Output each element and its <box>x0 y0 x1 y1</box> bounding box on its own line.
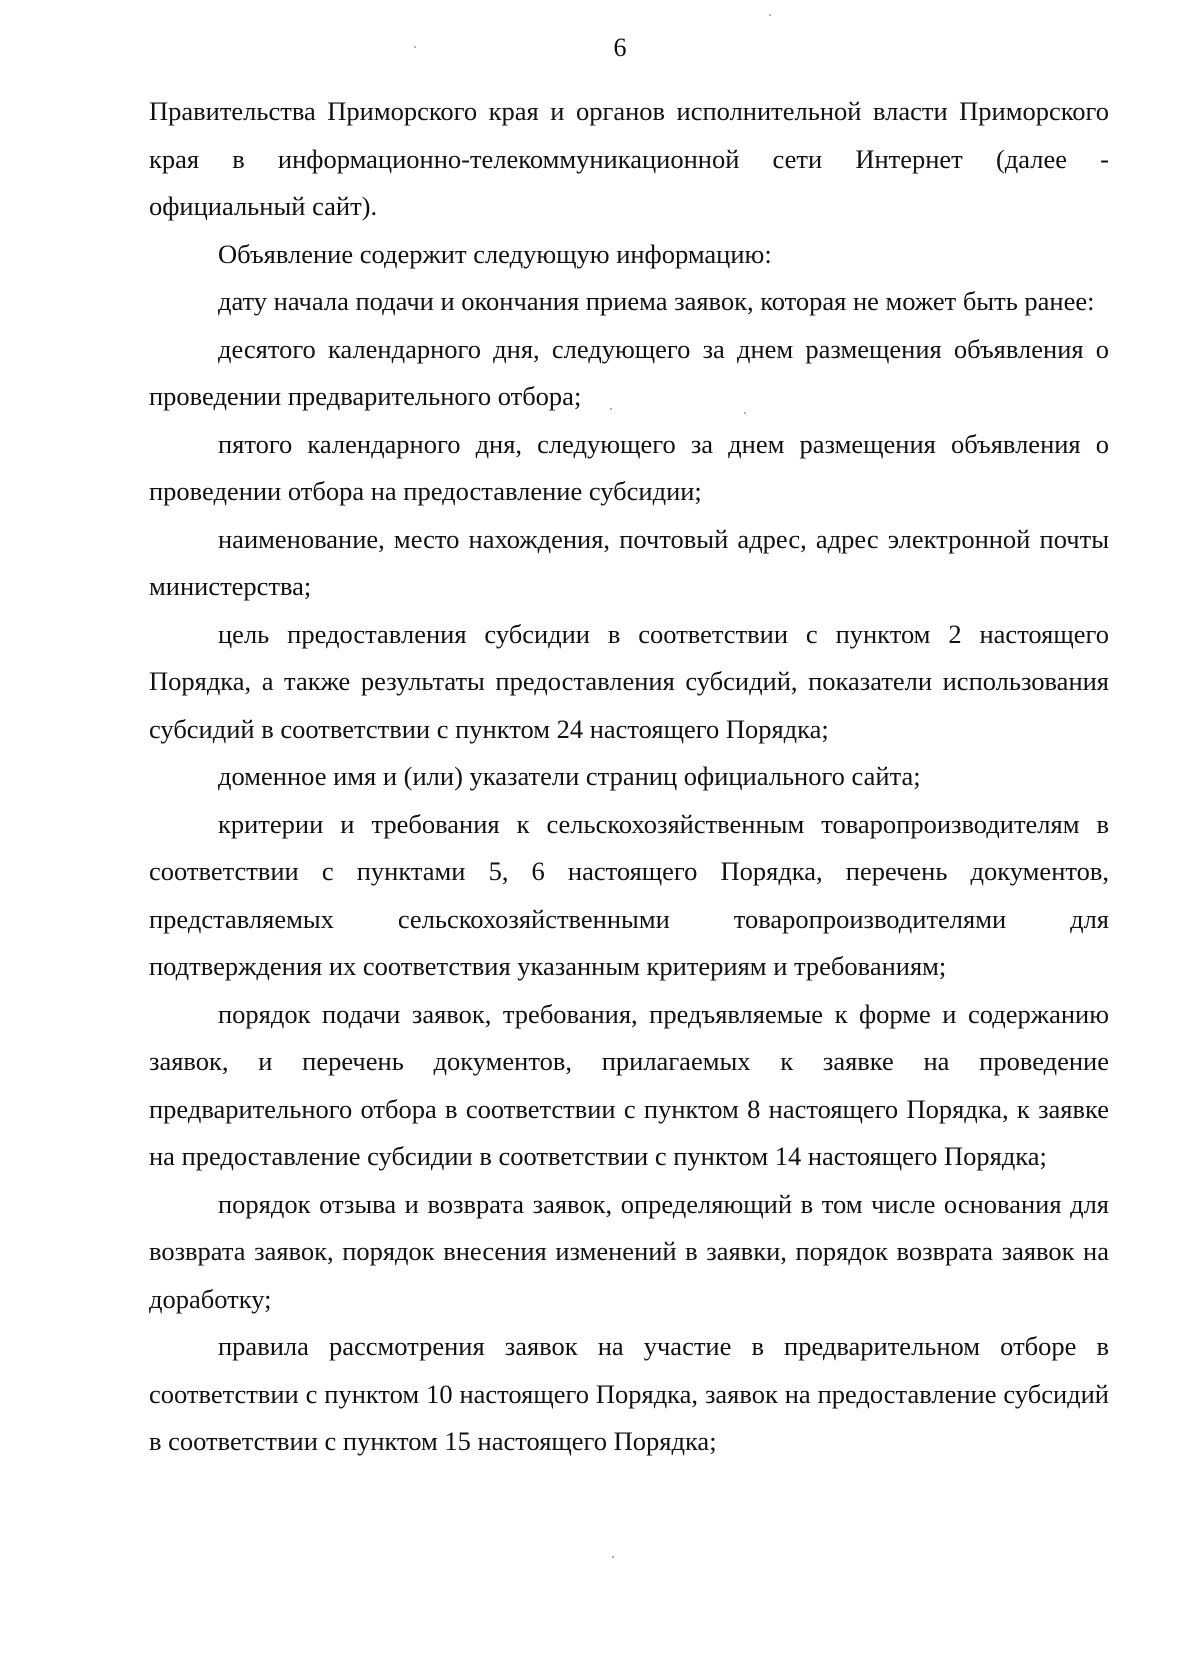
paragraph-continuation: Правительства Приморского края и органов исполнительной власти Приморского края в информационно-телекоммуникационной сети Интернет (далее - официальный сайт). <box>149 96 1109 221</box>
scan-speck <box>414 46 416 48</box>
paragraph-domain-name: доменное имя и (или) указатели страниц официального сайта; <box>218 761 921 791</box>
paragraph-application-dates: дату начала подачи и окончания приема заявок, которая не может быть ранее: <box>218 286 1095 316</box>
document-body <box>149 88 1109 1466</box>
paragraph-submission-order: порядок подачи заявок, требования, предъявляемые к форме и содержанию заявок, и перечень документов, прилагаемых к заявке на проведение предварительного отбора в соответствии с пунктом 8 настоящего Порядка, к заявке на предоставление субсидии в соответствии с пунктом 14 настоящего Порядка; <box>149 998 1109 1171</box>
scan-speck <box>744 412 746 414</box>
paragraph-ministry-contacts: наименование, место нахождения, почтовый адрес, адрес электронной почты министерства; <box>149 523 1109 601</box>
paragraph-announcement-intro: Объявление содержит следующую информацию: <box>218 238 772 269</box>
scan-speck <box>612 1556 614 1558</box>
paragraph-fifth-day: пятого календарного дня, следующего за днем размещения объявления о проведении отбора на предоставление субсидии; <box>149 428 1109 506</box>
paragraph-criteria: критерии и требования к сельскохозяйственным товаропроизводителям в соответствии с пунктами 5, 6 настоящего Порядка, перечень документов, представляемых сельскохозяйственными товаропроизводителями для подтверждения их соответствия указанным критериям и требованиям; <box>149 808 1109 981</box>
scan-speck <box>610 408 612 410</box>
paragraph-subsidy-purpose: цель предоставления субсидии в соответствии с пунктом 2 настоящего Порядка, а также результаты предоставления субсидий, показатели использования субсидий в соответствии с пунктом 24 настоящего Порядка; <box>149 618 1109 744</box>
page-number: 6 <box>613 33 627 62</box>
scan-speck <box>769 14 771 16</box>
paragraph-withdrawal-order: порядок отзыва и возврата заявок, определяющий в том числе основания для возврата заявок, порядок внесения изменений в заявки, порядок возврата заявок на доработку; <box>149 1188 1109 1314</box>
paragraph-review-rules: правила рассмотрения заявок на участие в предварительном отборе в соответствии с пунктом 10 настоящего Порядка, заявок на предоставление субсидий в соответствии с пунктом 15 настоящего Порядка; <box>149 1331 1109 1456</box>
paragraph-tenth-day: десятого календарного дня, следующего за днем размещения объявления о проведении предварительного отбора; <box>149 333 1109 411</box>
